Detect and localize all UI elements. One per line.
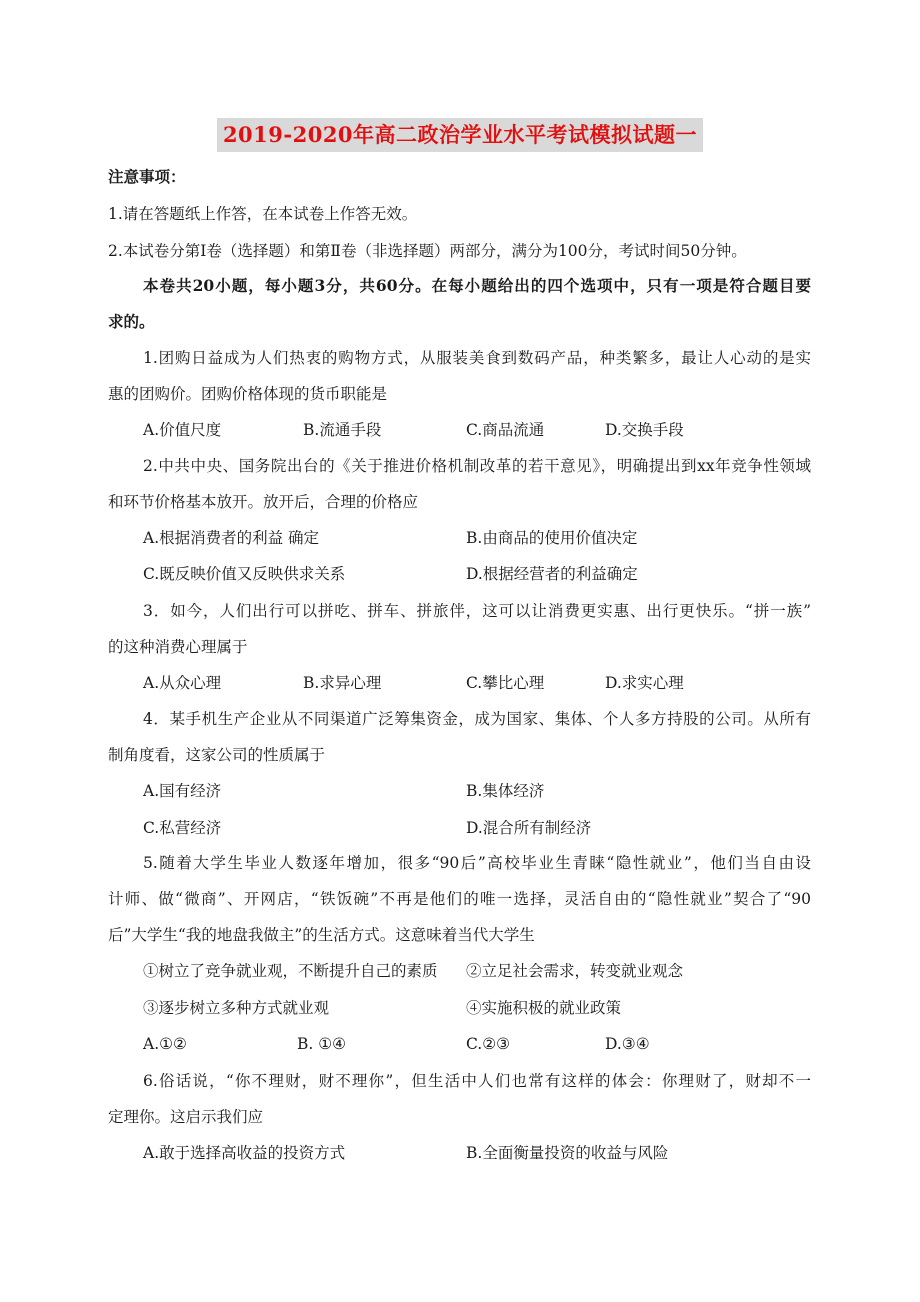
question-5-statement: ②立足社会需求，转变就业观念 [466, 962, 684, 980]
question-5-statement: ①树立了竞争就业观，不断提升自己的素质 [143, 962, 438, 980]
question-1-option-a: A.价值尺度 [143, 421, 222, 439]
question-1-option-d: D.交换手段 [605, 421, 684, 439]
question-6-option-a: A.敢于选择高收益的投资方式 [143, 1144, 346, 1162]
question-1-stem: 1.团购日益成为人们热衷的购物方式，从服装美食到数码产品，种类繁多，最让人心动的是实 [143, 349, 811, 367]
question-3-stem: 3．如今，人们出行可以拼吃、拼车、拼旅伴，这可以让消费更实惠、出行更快乐。“拼一族” [143, 602, 811, 620]
question-5-stem: 后”大学生“我的地盘我做主”的生活方式。这意味着当代大学生 [108, 926, 535, 944]
question-5-statement: ④实施积极的就业政策 [466, 999, 622, 1017]
question-4-option-b: B.集体经济 [466, 782, 545, 800]
question-4-option-a: A.国有经济 [143, 782, 222, 800]
question-5-option-c: C.②③ [466, 1035, 511, 1053]
notice-item: 1.请在答题纸上作答，在本试卷上作答无效。 [108, 205, 418, 223]
question-4-stem: 4．某手机生产企业从不同渠道广泛筹集资金，成为国家、集体、个人多方持股的公司。从所有 [143, 710, 811, 728]
question-1-stem: 惠的团购价。团购价格体现的货币职能是 [108, 385, 388, 403]
question-6-stem: 6.俗话说，“你不理财，财不理你”，但生活中人们也常有这样的体会：你理财了，财却不一 [143, 1072, 811, 1090]
question-2-option-d: D.根据经营者的利益确定 [466, 565, 638, 583]
question-6-stem: 定理你。这启示我们应 [108, 1108, 264, 1126]
question-5-stem: 计师、做“微商”、开网店，“铁饭碗”不再是他们的唯一选择，灵活自由的“隐性就业”契合了“90 [108, 890, 811, 908]
question-1-option-b: B.流通手段 [303, 421, 382, 439]
question-4-option-d: D.混合所有制经济 [466, 819, 592, 837]
question-2-stem: 2.中共中央、国务院出台的《关于推进价格机制改革的若干意见》，明确提出到xx年竞争性领域 [143, 457, 811, 475]
question-2-option-b: B.由商品的使用价值决定 [466, 529, 638, 547]
question-3-option-c: C.攀比心理 [466, 674, 545, 692]
section-intro-line: 本卷共20小题，每小题3分，共60分。在每小题给出的四个选项中，只有一项是符合题目要 [143, 276, 811, 295]
question-3-option-b: B.求异心理 [303, 674, 382, 692]
question-5-option-d: D.③④ [605, 1035, 650, 1053]
notice-item: 2.本试卷分第Ⅰ卷（选择题）和第Ⅱ卷（非选择题）两部分，满分为100分，考试时间50分钟。 [108, 242, 747, 260]
question-2-option-c: C.既反映价值又反映供求关系 [143, 565, 346, 583]
question-4-option-c: C.私营经济 [143, 819, 222, 837]
question-4-stem: 制角度看，这家公司的性质属于 [108, 746, 326, 764]
section-intro-line: 求的。 [108, 312, 155, 331]
question-2-option-a: A.根据消费者的利益 确定 [143, 529, 320, 547]
question-2-stem: 和环节价格基本放开。放开后，合理的价格应 [108, 493, 419, 511]
question-5-option-b: B. ①④ [297, 1035, 347, 1053]
exam-title-block [0, 118, 920, 152]
question-5-statement: ③逐步树立多种方式就业观 [143, 999, 330, 1017]
question-3-stem: 的这种消费心理属于 [108, 638, 248, 656]
notice-heading: 注意事项： [108, 167, 186, 186]
question-1-option-c: C.商品流通 [466, 421, 545, 439]
question-3-option-a: A.从众心理 [143, 674, 222, 692]
question-5-stem: 5.随着大学生毕业人数逐年增加，很多“90后”高校毕业生青睐“隐性就业”，他们当自由设 [143, 854, 811, 872]
question-5-option-a: A.①② [143, 1035, 187, 1053]
question-3-option-d: D.求实心理 [605, 674, 684, 692]
exam-title: 2019-2020年高二政治学业水平考试模拟试题一 [217, 118, 703, 152]
question-6-option-b: B.全面衡量投资的收益与风险 [466, 1144, 669, 1162]
